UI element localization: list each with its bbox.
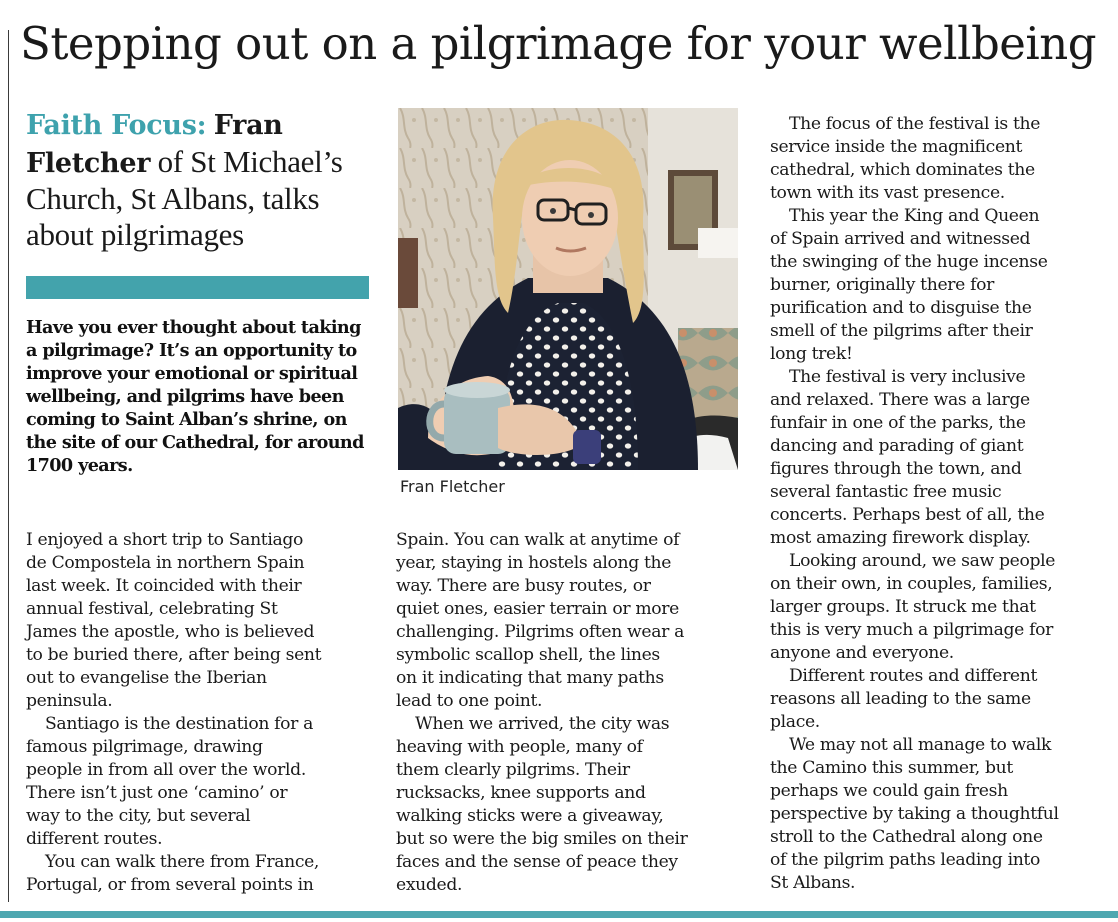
bottom-rule xyxy=(0,911,1118,918)
body-line: dancing and parading of giant xyxy=(770,436,1024,456)
body-line: long trek! xyxy=(770,344,853,364)
body-line: to be buried there, after being sent xyxy=(26,645,322,665)
body-line: service inside the magnificent xyxy=(770,137,1023,157)
body-line: peninsula. xyxy=(26,691,113,711)
body-line: smell of the pilgrims after their xyxy=(770,321,1033,341)
body-line: There isn’t just one ‘camino’ or xyxy=(26,783,288,803)
body-line: perhaps we could gain fresh xyxy=(770,781,1008,801)
body-line: funfair in one of the parks, the xyxy=(770,413,1026,433)
body-line: out to evangelise the Iberian xyxy=(26,668,267,688)
body-line: de Compostela in northern Spain xyxy=(26,553,305,573)
body-line: lead to one point. xyxy=(396,691,543,711)
body-line: cathedral, which dominates the xyxy=(770,160,1035,180)
body-line: reasons all leading to the same xyxy=(770,689,1031,709)
body-column-1 xyxy=(26,529,376,897)
body-line: last week. It coincided with their xyxy=(26,576,302,596)
column-rule xyxy=(8,30,9,902)
body-line: larger groups. It struck me that xyxy=(770,597,1036,617)
body-column-2 xyxy=(396,529,746,897)
standfirst-text: of St Michael’s Church, St Albans, talks about pilgrimages xyxy=(26,143,343,252)
body-line: James the apostle, who is believed xyxy=(26,622,315,642)
body-line: figures through the town, and xyxy=(770,459,1022,479)
body-line: exuded. xyxy=(396,875,463,895)
body-line: You can walk there from France, xyxy=(45,852,320,872)
body-line: burner, originally there for xyxy=(770,275,994,295)
body-line: most amazing firework display. xyxy=(770,528,1031,548)
body-line: This year the King and Queen xyxy=(789,206,1040,226)
body-line: heaving with people, many of xyxy=(396,737,643,757)
body-line: St Albans. xyxy=(770,873,856,893)
body-line: but so were the big smiles on their xyxy=(396,829,688,849)
body-line: rucksacks, knee supports and xyxy=(396,783,646,803)
body-line: and relaxed. There was a large xyxy=(770,390,1030,410)
body-line: I enjoyed a short trip to Santiago xyxy=(26,530,304,550)
body-line: of Spain arrived and witnessed xyxy=(770,229,1031,249)
faith-focus-label: Faith Focus: xyxy=(26,110,207,141)
standfirst xyxy=(26,106,376,252)
body-line: on their own, in couples, families, xyxy=(770,574,1053,594)
body-line: different routes. xyxy=(26,829,163,849)
body-line: When we arrived, the city was xyxy=(415,714,670,734)
body-line: anyone and everyone. xyxy=(770,643,954,663)
body-line: walking sticks were a giveaway, xyxy=(396,806,664,826)
body-line: The focus of the festival is the xyxy=(789,114,1041,134)
body-line: annual festival, celebrating St xyxy=(26,599,278,619)
body-line: We may not all manage to walk xyxy=(789,735,1052,755)
body-line: Different routes and different xyxy=(789,666,1038,686)
photo-caption: Fran Fletcher xyxy=(400,477,505,496)
body-line: challenging. Pilgrims often wear a xyxy=(396,622,685,642)
body-line: town with its vast presence. xyxy=(770,183,1005,203)
body-line: way to the city, but several xyxy=(26,806,251,826)
body-line: The festival is very inclusive xyxy=(789,367,1026,387)
body-line: on it indicating that many paths xyxy=(396,668,664,688)
accent-bar xyxy=(26,276,369,299)
body-line: Spain. You can walk at anytime of xyxy=(396,530,680,550)
body-line: symbolic scallop shell, the lines xyxy=(396,645,660,665)
body-line: stroll to the Cathedral along one xyxy=(770,827,1043,847)
body-line: year, staying in hostels along the xyxy=(396,553,672,573)
body-line: perspective by taking a thoughtful xyxy=(770,804,1059,824)
body-line: Portugal, or from several points in xyxy=(26,875,314,895)
body-line: Santiago is the destination for a xyxy=(45,714,314,734)
body-line: them clearly pilgrims. Their xyxy=(396,760,630,780)
body-line: way. There are busy routes, or xyxy=(396,576,651,596)
body-line: Looking around, we saw people xyxy=(789,551,1056,571)
body-line: place. xyxy=(770,712,820,732)
body-line: several fantastic free music xyxy=(770,482,1002,502)
body-line: purification and to disguise the xyxy=(770,298,1032,318)
author-name: Fran Fletcher xyxy=(26,110,283,179)
body-line: famous pilgrimage, drawing xyxy=(26,737,263,757)
body-line: concerts. Perhaps best of all, the xyxy=(770,505,1045,525)
intro-paragraph: Have you ever thought about taking a pilgrimage? It’s an opportunity to improve your emotional or spiritual wellbeing, and pilgrims have been coming to Saint Alban’s shrine, on the site of our Cathedral, for around 1700 years. xyxy=(26,317,364,476)
author-photo xyxy=(398,108,738,470)
body-column-3 xyxy=(770,113,1115,895)
body-line: quiet ones, easier terrain or more xyxy=(396,599,679,619)
body-line: faces and the sense of peace they xyxy=(396,852,678,872)
headline: Stepping out on a pilgrimage for your wellbeing xyxy=(20,17,1097,70)
body-line: this is very much a pilgrimage for xyxy=(770,620,1053,640)
body-line: the Camino this summer, but xyxy=(770,758,1013,778)
body-line: people in from all over the world. xyxy=(26,760,306,780)
body-line: of the pilgrim paths leading into xyxy=(770,850,1040,870)
body-line: the swinging of the huge incense xyxy=(770,252,1048,272)
